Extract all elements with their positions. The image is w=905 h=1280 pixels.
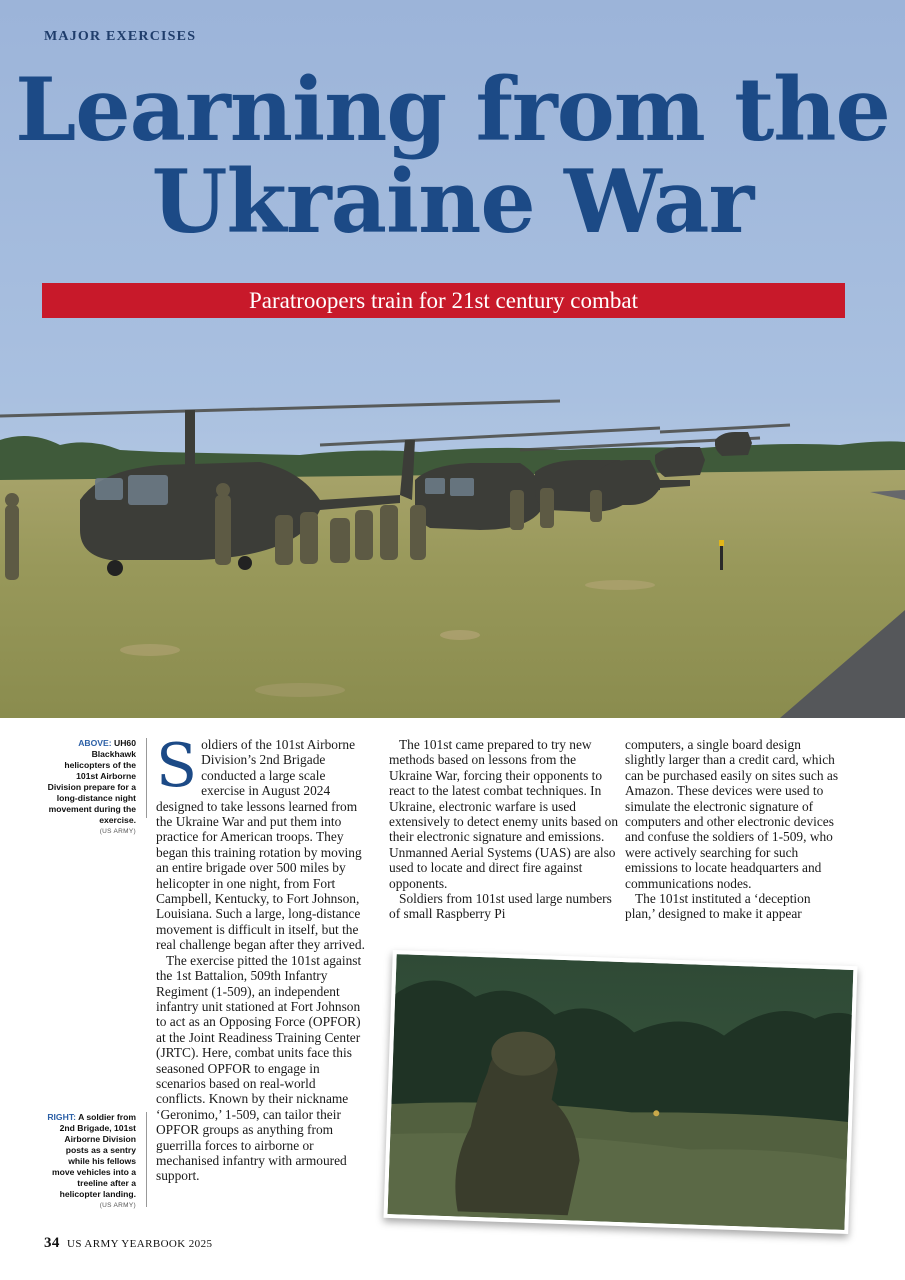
standfirst-banner xyxy=(42,283,845,318)
article-column-3 xyxy=(625,737,843,922)
headline-line-2: Ukraine War xyxy=(151,150,754,253)
sentry-night-photo xyxy=(383,950,857,1234)
standfirst: Paratroopers train for 21st century combat xyxy=(249,288,638,313)
page-folio xyxy=(44,1235,212,1252)
drop-cap: S xyxy=(156,731,198,801)
caption-right xyxy=(44,1112,136,1211)
article-paragraph: computers, a single board design slightly larger than a credit card, which can be purchased easily on sites such as Amazon. These devices were used to simulate the electronic signature of computers and other electronic devices and confuse the soldiers of 1-509, who were actively searching for such emissions to locate headquarters and communications nodes. xyxy=(625,737,839,891)
headline-line-1: Learning from the xyxy=(15,58,890,161)
caption-right-text: A soldier from 2nd Brigade, 101st Airborne Division posts as a sentry while his fellows move vehicles into a treeline after a helicopter landing. xyxy=(51,1112,136,1199)
caption-above-text: UH60 Blackhawk helicopters of the 101st Airborne Division prepare for a long-distance night movement during the exercise. xyxy=(47,738,136,825)
article-paragraph: The 101st came prepared to try new methods based on lessons from the Ukraine War, forcing their opponents to react to the latest combat techniques. In Ukraine, electronic warfare is used extensively to detect enemy units based on their electronic signature and emissions. Unmanned Aerial Systems (UAS) are also used to locate and direct fire against opponents. xyxy=(389,737,619,891)
caption-divider xyxy=(146,738,147,818)
caption-right-lead: RIGHT: xyxy=(47,1112,76,1122)
caption-above-credit: (US ARMY) xyxy=(99,828,136,835)
caption-above-lead: ABOVE: xyxy=(78,738,112,748)
headline xyxy=(0,58,905,253)
caption-above xyxy=(44,738,136,837)
article-paragraph: The exercise pitted the 101st against the 1st Battalion, 509th Infantry Regiment (1-509), an independent infantry unit stationed at Fort Johnson to act as an Opposing Force (OPFOR) at the Joint Readiness Training Center (JRTC). Here, combat units face this seasoned OPFOR to engage in scenarios based on real-world conflicts. Known by their nickname ‘Geronimo,’ 1-509, can tailor their OPFOR groups as anything from guerrilla forces to airborne or mechanised infantry with armoured support. xyxy=(156,952,362,1184)
caption-right-credit: (US ARMY) xyxy=(99,1202,136,1209)
article-column-2 xyxy=(389,737,619,922)
section-label: MAJOR EXERCISES xyxy=(44,29,197,44)
caption-divider xyxy=(146,1112,147,1207)
publication-name: US ARMY YEARBOOK 2025 xyxy=(66,1238,213,1250)
page-number: 34 xyxy=(44,1235,60,1251)
article-paragraph: Soldiers from 101st used large numbers of small Raspberry Pi xyxy=(389,891,612,922)
article-column-1 xyxy=(156,731,368,1184)
article-paragraph: Soldiers of the 101st Airborne Division’s 2nd Brigade conducted a large scale exercise in August 2024 designed to take lessons learned from the Ukraine War and put them into practice for American troops. They began this training rotation by moving an entire brigade over 500 miles by helicopter in one night, from Fort Campbell, Kentucky, to Fort Johnson, Louisiana. Such a large, long-distance movement is difficult in itself, but the real challenge began after they arrived. xyxy=(156,731,365,953)
article-paragraph: The 101st instituted a ‘deception plan,’ designed to make it appear xyxy=(625,891,811,922)
